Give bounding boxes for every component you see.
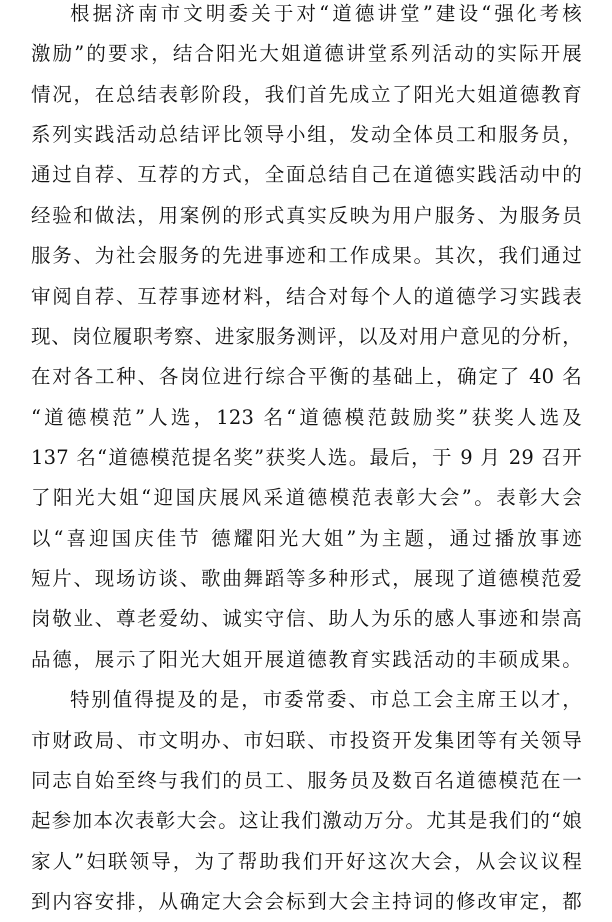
paragraph-1-line-7: 服务、为社会服务的先进事迹和工作成果。其次，我们通过	[31, 244, 582, 268]
paragraph-1-line-15: 短片、现场访谈、歌曲舞蹈等多种形式，展现了道德模范爱	[31, 567, 582, 591]
paragraph-1-line-4: 系列实践活动总结评比领导小组，发动全体员工和服务员，	[31, 123, 582, 147]
paragraph-1-line-16: 岗敬业、尊老爱幼、诚实守信、助人为乐的感人事迹和崇高	[31, 607, 582, 631]
paragraph-1-line-17: 品德，展示了阳光大姐开展道德教育实践活动的丰硕成果。	[31, 647, 582, 671]
paragraph-1-line-2: 激励”的要求，结合阳光大姐道德讲堂系列活动的实际开展	[31, 42, 582, 66]
paragraph-2-line-2: 市财政局、市文明办、市妇联、市投资开发集团等有关领导	[31, 728, 582, 752]
paragraph-1-line-3: 情况，在总结表彰阶段，我们首先成立了阳光大姐道德教育	[31, 82, 582, 106]
paragraph-1-line-1: 根据济南市文明委关于对“道德讲堂”建设“强化考核	[70, 2, 582, 25]
paragraph-1-line-5: 通过自荐、互荐的方式，全面总结自己在道德实践活动中的	[31, 163, 582, 187]
paragraph-2-line-4: 起参加本次表彰大会。这让我们激动万分。尤其是我们的“娘	[31, 809, 582, 833]
paragraph-1-line-12: 137 名“道德模范提名奖”获奖人选。最后，于 9 月 29 召开	[31, 446, 582, 469]
paragraph-1-line-10: 在对各工种、各岗位进行综合平衡的基础上，确定了 40 名	[31, 365, 582, 389]
paragraph-2-line-6: 到内容安排，从确定大会会标到大会主持词的修改审定，都	[31, 890, 582, 913]
paragraph-1-line-14: 以“喜迎国庆佳节 德耀阳光大姐”为主题，通过播放事迹	[31, 526, 582, 550]
paragraph-2-line-3: 同志自始至终与我们的员工、服务员及数百名道德模范在一	[31, 768, 582, 792]
paragraph-1-line-8: 审阅自荐、互荐事迹材料，结合对每个人的道德学习实践表	[31, 284, 582, 308]
paragraph-1-line-13: 了阳光大姐“迎国庆展风采道德模范表彰大会”。表彰大会	[31, 486, 582, 510]
paragraph-1-line-6: 经验和做法，用案例的形式真实反映为用户服务、为服务员	[31, 203, 582, 227]
paragraph-2-line-1: 特别值得提及的是，市委常委、市总工会主席王以才，	[70, 688, 582, 712]
paragraph-2-line-5: 家人”妇联领导，为了帮助我们开好这次大会，从会议议程	[31, 849, 582, 873]
paragraph-1-line-11: “道德模范”人选，123 名“道德模范鼓励奖”获奖人选及	[31, 405, 582, 429]
paragraph-1-line-9: 现、岗位履职考察、进家服务测评，以及对用户意见的分析，	[31, 324, 582, 348]
